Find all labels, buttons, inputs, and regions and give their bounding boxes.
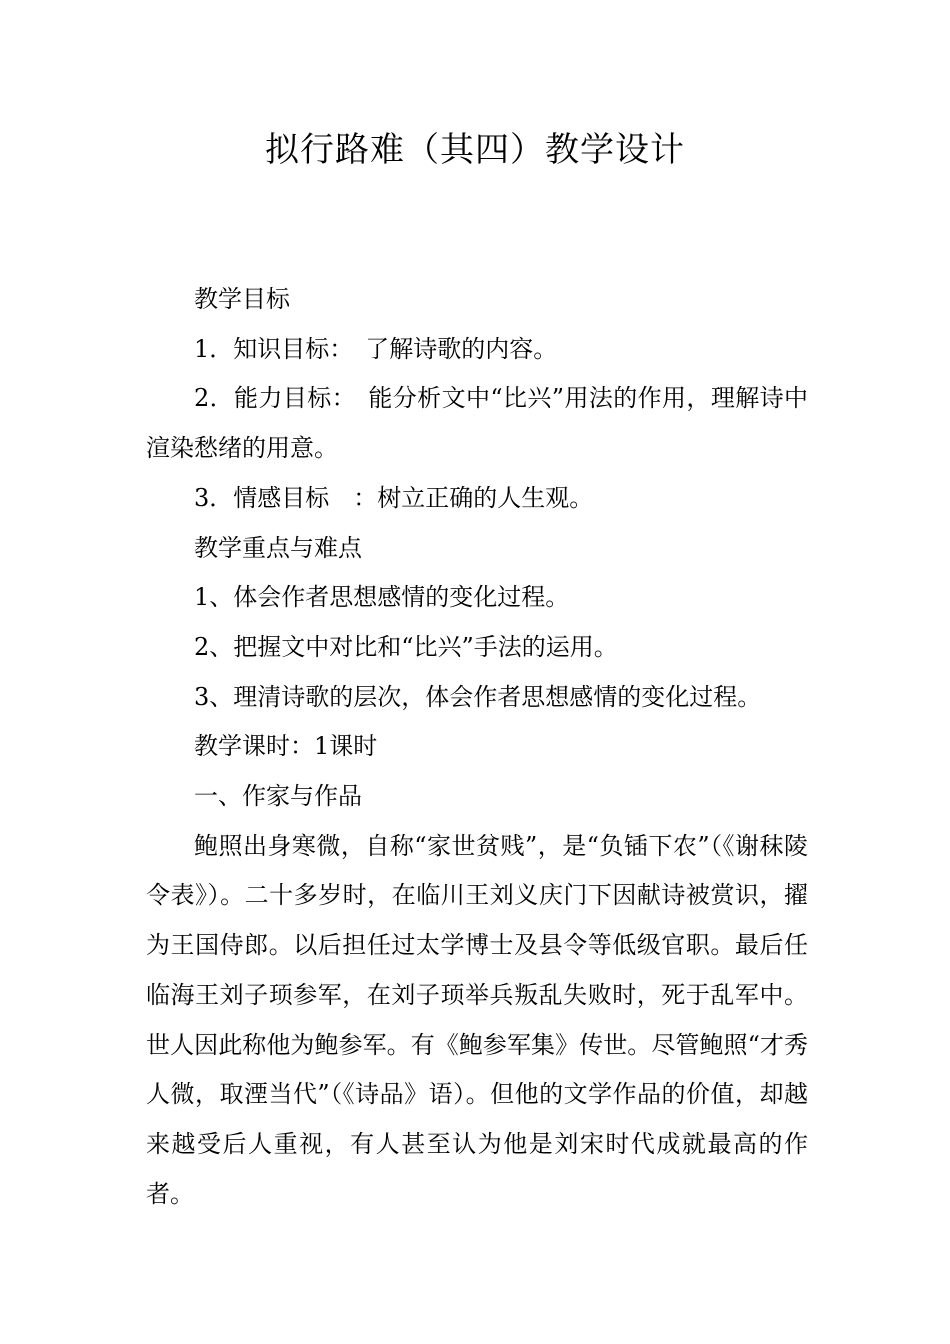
key-point-1: 1、体会作者思想感情的变化过程。 — [194, 583, 570, 612]
heading-author-and-works: 一、作家与作品 — [194, 782, 362, 811]
class-hours: 教学课时：1课时 — [194, 732, 378, 761]
goal-emotion: 3．情感目标 ：树立正确的人生观。 — [194, 483, 594, 512]
document-body — [146, 275, 808, 1219]
key-point-2: 2、把握文中对比和“比兴”手法的运用。 — [194, 632, 618, 661]
heading-key-difficult-points: 教学重点与难点 — [194, 533, 362, 562]
key-point-3: 3、理清诗歌的层次，体会作者思想感情的变化过程。 — [194, 682, 762, 711]
author-biography-paragraph: 鲍照出身寒微，自称“家世贫贱”，是“负锸下农”（《谢秣陵令表》）。二十多岁时，在临川王刘义庆门下因献诗被赏识，擢为王国侍郎。以后担任过太学博士及县令等低级官职。最后任临海王刘子顼参军，在刘子顼举兵叛乱失败时，死于乱军中。世人因此称他为鲍参军。有《鲍参军集》传世。尽管鲍照“才秀人微，取湮当代”（《诗品》语）。但他的文学作品的价值，却越来越受后人重视，有人甚至认为他是刘宋时代成就最高的作者。 — [146, 831, 808, 1208]
document-title: 拟行路难（其四）教学设计 — [265, 130, 685, 170]
goal-knowledge: 1．知识目标： 了解诗歌的内容。 — [194, 334, 558, 363]
goal-ability: 2．能力目标： 能分析文中“比兴”用法的作用，理解诗中渲染愁绪的用意。 — [146, 384, 808, 463]
heading-teaching-goals: 教学目标 — [194, 285, 290, 313]
